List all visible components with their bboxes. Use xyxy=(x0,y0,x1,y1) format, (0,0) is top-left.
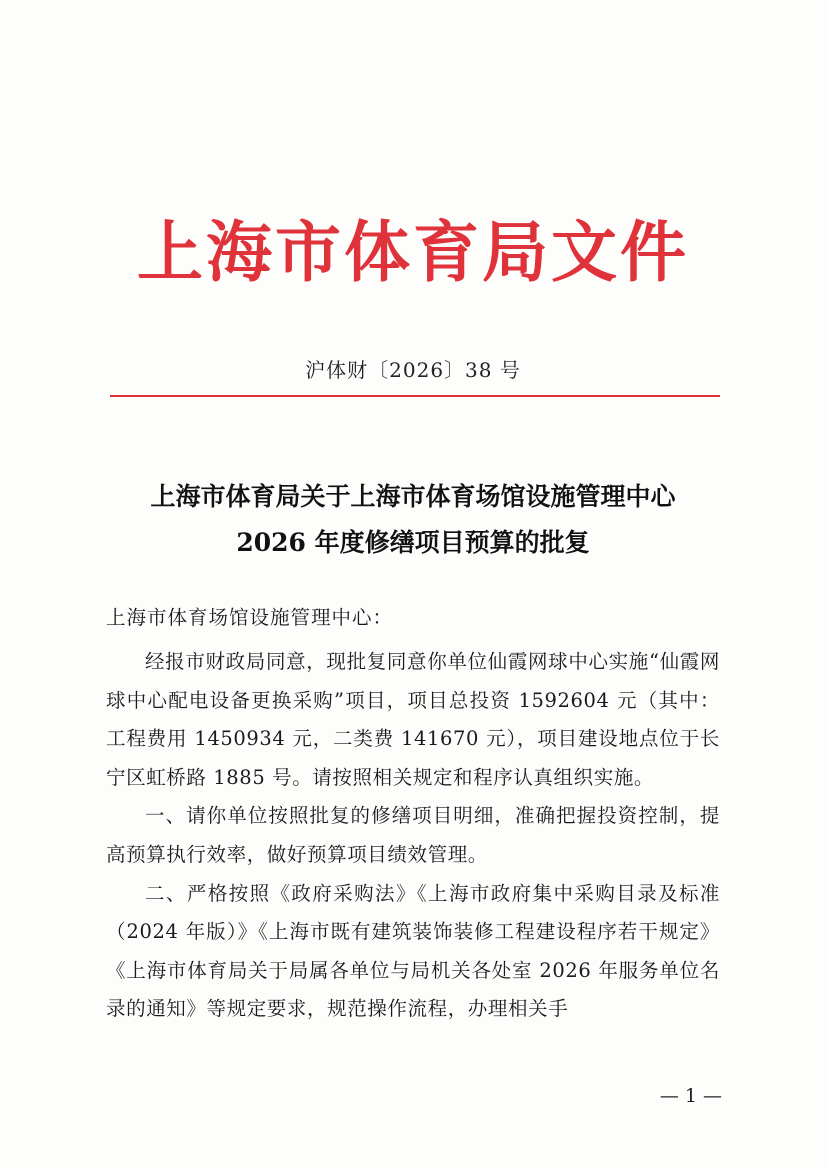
document-title xyxy=(0,474,826,566)
document-number: 沪体财〔2026〕38 号 xyxy=(305,358,521,382)
body-paragraph-approval: 经报市财政局同意，现批复同意你单位仙霞网球中心实施“仙霞网球中心配电设备更换采购”项目，项目总投资 1592604 元（其中：工程费用 1450934 元，二类费 141670 元），项目建设地点位于长宁区虹桥路 1885 号。请按照相关规定和程序认真组织实施。 xyxy=(106,650,720,789)
document-title-line-1: 上海市体育局关于上海市体育场馆设施管理中心 xyxy=(150,482,676,511)
issuing-authority-header: 上海市体育局文件 xyxy=(137,213,689,291)
body-paragraph-item-2: 二、严格按照《政府采购法》《上海市政府集中采购目录及标准（2024 年版）》《上海市既有建筑装饰装修工程建设程序若干规定》《上海市体育局关于局属各单位与局机关各处室 2026 年服务单位名录的通知》等规定要求，规范操作流程，办理相关手 xyxy=(106,881,720,1021)
page-number: — 1 — xyxy=(659,1085,722,1107)
body-paragraph-item-1: 一、请你单位按照批复的修缮项目明细，准确把握投资控制，提高预算执行效率，做好预算项目绩效管理。 xyxy=(106,804,720,866)
document-title-line-2: 2026 年度修缮项目预算的批复 xyxy=(236,528,590,557)
addressee: 上海市体育场馆设施管理中心： xyxy=(106,606,394,629)
red-divider-line xyxy=(110,395,720,397)
document-body xyxy=(106,643,720,1029)
